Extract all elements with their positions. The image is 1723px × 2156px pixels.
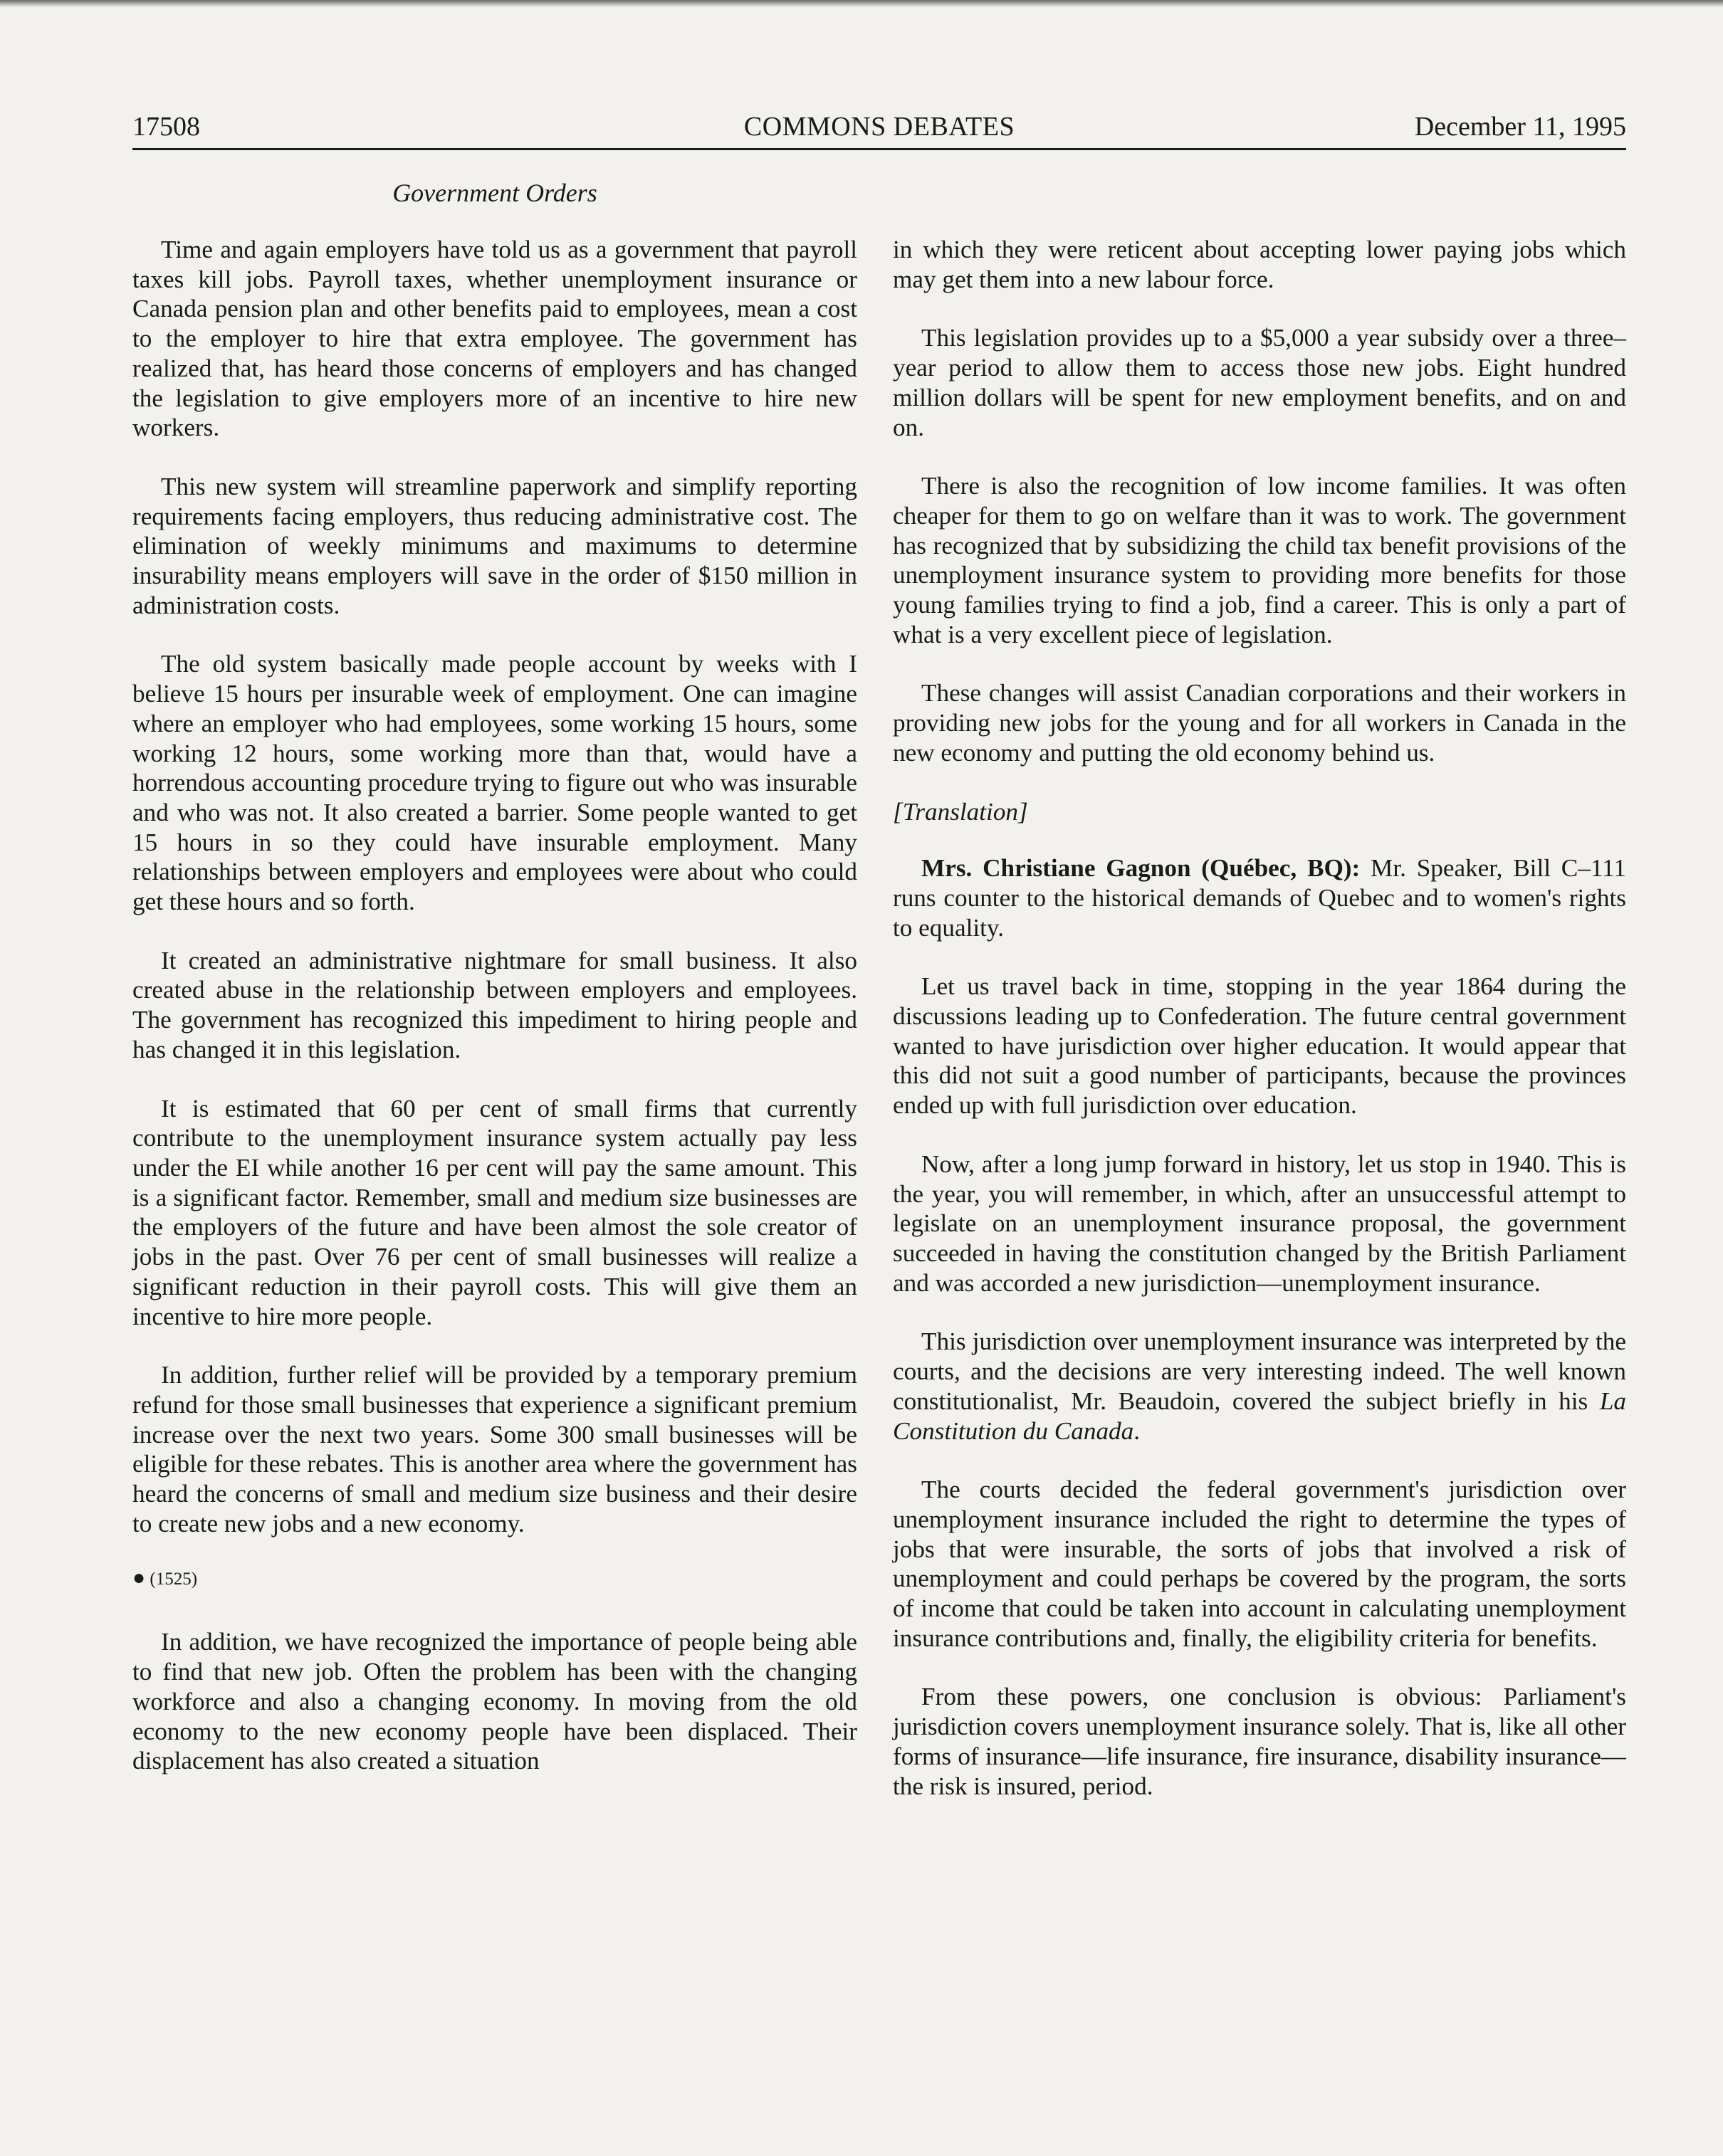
time-marker — [132, 1567, 857, 1590]
paragraph: It created an administrative nightmare for small business. It also created abuse in the relationship between employers and employees. The government has recognized this impediment to hiring people and has changed it in this legislation. — [132, 946, 857, 1063]
paragraph: There is also the recognition of low income families. It was often cheaper for them to go on welfare than it was to work. The government has recognized that by subsidizing the child tax benefit provisions of the unemployment insurance system to providing more benefits for those young families trying to find a job, find a career. This is only a part of what is a very excellent piece of legislation. — [893, 472, 1626, 648]
paragraph: In addition, further relief will be provided by a temporary premium refund for those small businesses that experience a significant premium increase over the next two years. Some 300 small businesses will be eligible for these rebates. This is another area where the government has heard the concerns of small and medium size business and their desire to create new jobs and a new economy. — [132, 1361, 857, 1537]
paragraph: The old system basically made people account by weeks with I believe 15 hours per insurable week of employment. One can imagine where an employer who had employees, some working 15 hours, some working 12 hours, some working more than that, would have a horrendous accounting procedure trying to figure out who was insurable and who was not. It also created a barrier. Some people wanted to get 15 hours in so they could have insurable employment. Many relationships between employers and employees were about who could get these hours and so forth. — [132, 650, 857, 916]
paragraph: It is estimated that 60 per cent of small firms that currently contribute to the unemployment insurance system actually pay less under the EI while another 16 per cent will pay the same amount. This is a significant factor. Remember, small and medium size businesses are the employers of the future and have been almost the sole creator of jobs in the past. Over 76 per cent of small businesses will realize a significant reduction in their payroll costs. This will give them an incentive to hire more people. — [132, 1094, 857, 1330]
time-marker-text: (1525) — [150, 1569, 198, 1589]
paragraph: This legislation provides up to a $5,000 a year subsidy over a three–year period to allow them to access those new jobs. Eight hundred million dollars will be spent for new employment benefits, and on and on. — [893, 324, 1626, 441]
right-column — [893, 235, 1626, 1830]
issue-date: December 11, 1995 — [1414, 112, 1626, 142]
paragraph: This new system will streamline paperwork and simplify reporting requirements facing employers, thus reducing administrative cost. The elimination of weekly minimums and maximums to determine insurability means employers will save in the order of $150 million in administration costs. — [132, 472, 857, 619]
paragraph-end: . — [1133, 1416, 1141, 1445]
speaker-text: Mr. Speaker, Bill C–111 runs counter to the historical demands of Quebec and to women's rights to equality. — [893, 854, 1627, 942]
page-header — [132, 105, 1626, 148]
translation-tag: [Translation] — [893, 797, 1028, 826]
left-column — [132, 235, 857, 1805]
paragraph — [893, 1327, 1626, 1446]
paragraph: From these powers, one conclusion is obvious: Parliament's jurisdiction covers unemployment insurance solely. That is, like all other forms of insurance—life insurance, fire insurance, disability insurance—the risk is insured, period. — [893, 1683, 1626, 1800]
paragraph: The courts decided the federal government's jurisdiction over unemployment insurance included the right to determine the types of jobs that were insurable, the sorts of jobs that involved a risk of unemployment and could perhaps be covered by the program, the sorts of income that could be taken into account in calculating unemployment insurance contributions and, finally, the eligibility criteria for benefits. — [893, 1476, 1626, 1652]
paragraph-text: This jurisdiction over unemployment insurance was interpreted by the courts, and the decisions are very interesting indeed. The well known constitutionalist, Mr. Beaudoin, covered the subject briefly in his — [893, 1327, 1626, 1415]
paragraph: These changes will assist Canadian corporations and their workers in providing new jobs for the young and for all workers in Canada in the new economy and putting the old economy behind us. — [893, 679, 1626, 767]
page-number: 17508 — [132, 112, 200, 142]
speaker-name: Mrs. Christiane Gagnon (Québec, BQ): — [921, 854, 1361, 883]
paragraph: in which they were reticent about accepting lower paying jobs which may get them into a new labour force. — [893, 236, 1626, 293]
scan-edge — [0, 0, 1723, 7]
paragraph: Time and again employers have told us as a government that payroll taxes kill jobs. Payroll taxes, whether unemployment insurance or Canada pension plan and other benefits paid to employees, mean a cost to the employer to hire that extra employee. The government has realized that, has heard those concerns of employers and has changed the legislation to give employers more of an incentive to hire new workers. — [132, 236, 857, 442]
bullet-icon: ● — [132, 1566, 146, 1590]
book-title: La Constitution du Canada — [893, 1387, 1626, 1445]
paragraph: Now, after a long jump forward in history, let us stop in 1940. This is the year, you will remember, in which, after an unsuccessful attempt to legislate on an unemployment insurance proposal, the government succeeded in having the constitution changed by the British Parliament and was accorded a new jurisdiction—unemployment insurance. — [893, 1150, 1626, 1297]
paragraph: In addition, we have recognized the importance of people being able to find that new job. Often the problem has been with the changing workforce and also a changing economy. In moving from the old economy to the new economy people have been displaced. Their displacement has also created a situation — [132, 1628, 857, 1775]
header-rule — [132, 148, 1626, 150]
paragraph: Let us travel back in time, stopping in the year 1864 during the discussions leading up to Confederation. The future central government wanted to have jurisdiction over higher education. It would appear that this did not suit a good number of participants, because the provinces ended up with full jurisdiction over education. — [893, 972, 1626, 1120]
speaker-paragraph — [893, 853, 1626, 942]
journal-title: COMMONS DEBATES — [743, 112, 1015, 142]
section-heading: Government Orders — [392, 179, 597, 207]
